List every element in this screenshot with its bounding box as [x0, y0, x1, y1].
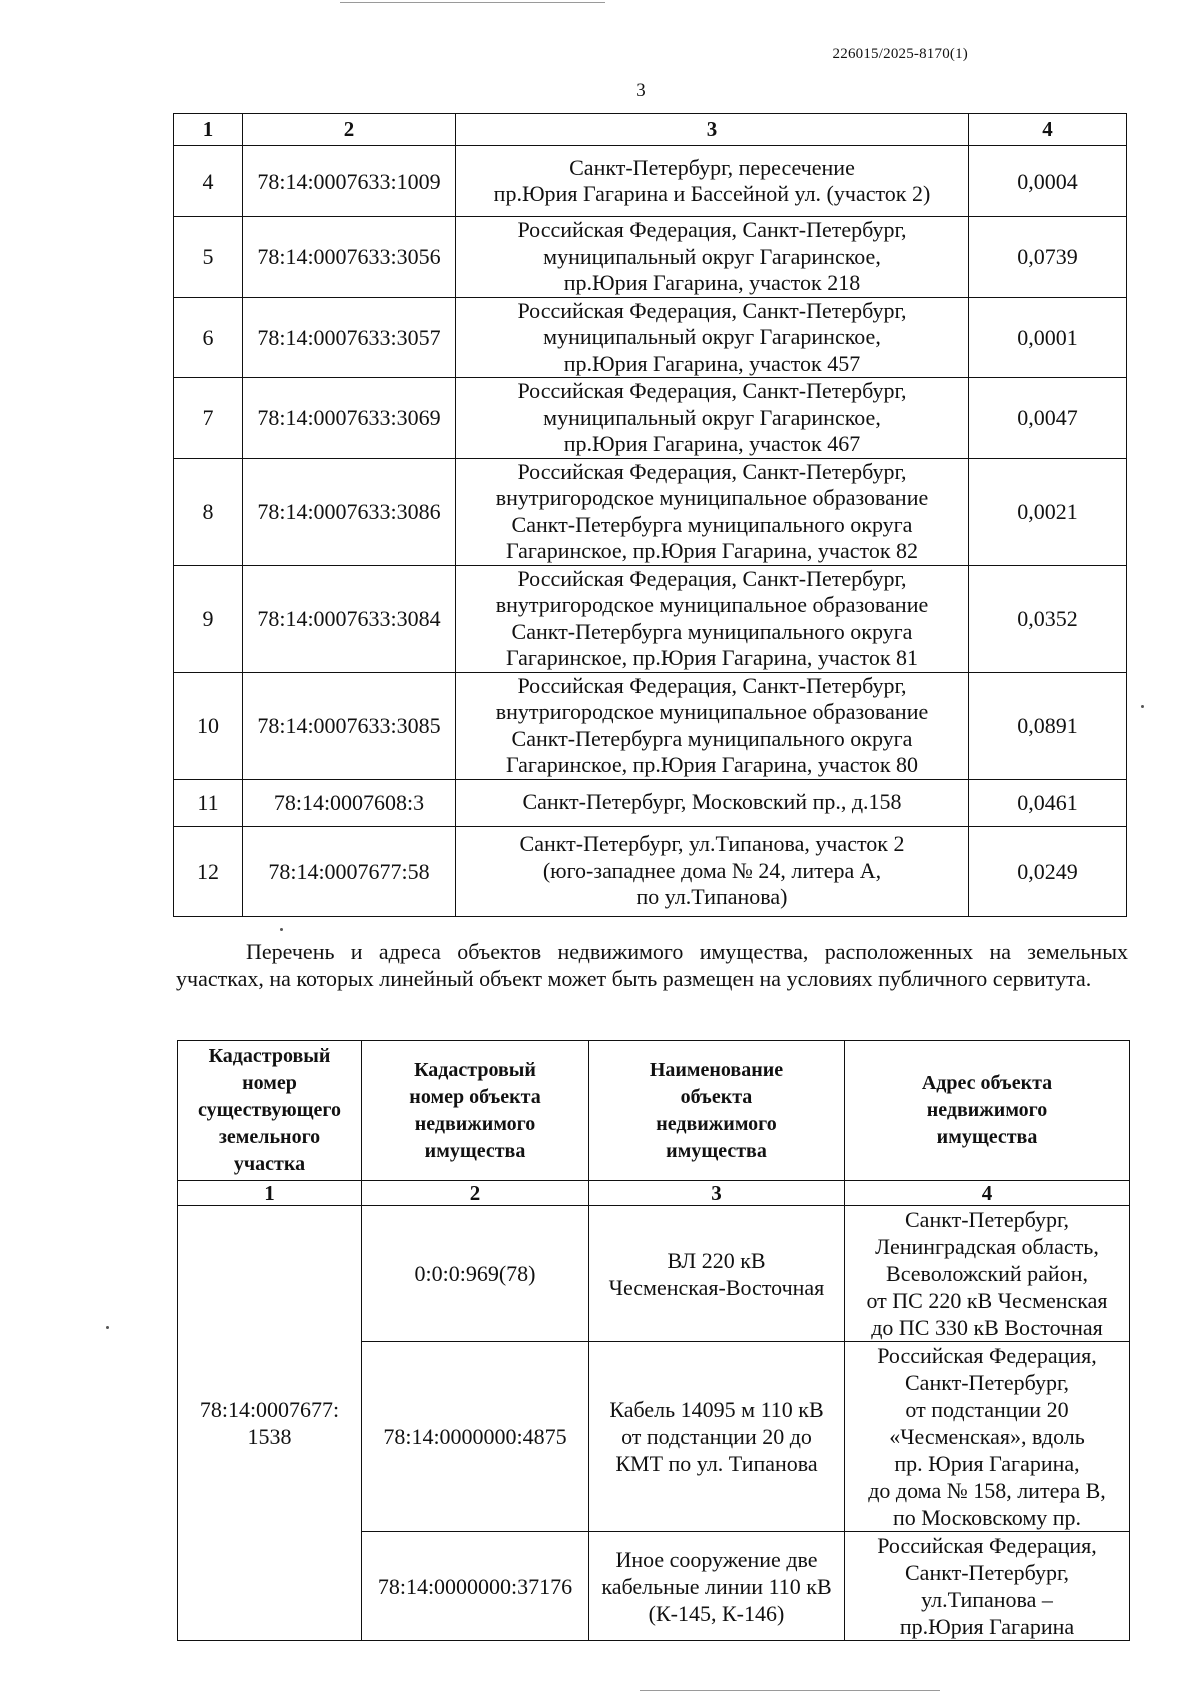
document-number: 226015/2025-8170(1)	[832, 46, 968, 62]
table-header-row	[174, 114, 1127, 146]
header-cell: Наименование объекта недвижимого имущества	[589, 1041, 845, 1181]
address-cell: Российская Федерация, Санкт-Петербург, внутригородское муниципальное образование Санкт-Петербурга муниципального округа Гагаринское, пр.Юрия Гагарина, участок 80	[456, 672, 969, 779]
row-number: 11	[174, 779, 243, 826]
area-value: 0,0739	[969, 217, 1127, 298]
row-number: 12	[174, 826, 243, 916]
cadastral-number: 78:14:0007633:3085	[243, 672, 456, 779]
address-cell: Санкт-Петербург, Московский пр., д.158	[456, 779, 969, 826]
area-value: 0,0461	[969, 779, 1127, 826]
area-value: 0,0352	[969, 565, 1127, 672]
address-cell: Санкт-Петербург, ул.Типанова, участок 2 (юго-западнее дома № 24, литера А, по ул.Типанова)	[456, 826, 969, 916]
land-plots-table	[173, 113, 1127, 917]
cadastral-number: 78:14:0007633:3086	[243, 458, 456, 565]
object-address: Российская Федерация, Санкт-Петербург, ул.Типанова – пр.Юрия Гагарина	[845, 1532, 1130, 1641]
header-cell: Адрес объекта недвижимого имущества	[845, 1041, 1130, 1181]
cadastral-number: 78:14:0007633:1009	[243, 146, 456, 217]
address-cell: Российская Федерация, Санкт-Петербург, муниципальный округ Гагаринское, пр.Юрия Гагарина, участок 457	[456, 297, 969, 378]
column-number-row	[178, 1181, 1130, 1206]
header-cell: 4	[969, 114, 1127, 146]
address-cell: Санкт-Петербург, пересечение пр.Юрия Гагарина и Бассейной ул. (участок 2)	[456, 146, 969, 217]
row-number: 7	[174, 378, 243, 459]
scan-speck	[1141, 705, 1144, 708]
row-number: 5	[174, 217, 243, 298]
table-row	[174, 458, 1127, 565]
cadastral-number: 78:14:0007633:3057	[243, 297, 456, 378]
cadastral-number: 78:14:0007633:3084	[243, 565, 456, 672]
object-name: ВЛ 220 кВ Чесменская-Восточная	[589, 1206, 845, 1342]
cadastral-number: 78:14:0000000:37176	[362, 1532, 589, 1641]
table-row	[174, 826, 1127, 916]
address-cell: Российская Федерация, Санкт-Петербург, внутригородское муниципальное образование Санкт-Петербурга муниципального округа Гагаринское, пр.Юрия Гагарина, участок 81	[456, 565, 969, 672]
table-row	[174, 146, 1127, 217]
paragraph: Перечень и адреса объектов недвижимого имущества, расположенных на земельных участках, на которых линейный объект может быть размещен на условиях публичного сервитута.	[176, 939, 1128, 991]
object-address: Российская Федерация, Санкт-Петербург, от подстанции 20 «Чесменская», вдоль пр. Юрия Гагарина, до дома № 158, литера В, по Московскому пр.	[845, 1342, 1130, 1532]
column-number: 4	[845, 1181, 1130, 1206]
area-value: 0,0249	[969, 826, 1127, 916]
area-value: 0,0004	[969, 146, 1127, 217]
address-cell: Российская Федерация, Санкт-Петербург, внутригородское муниципальное образование Санкт-Петербурга муниципального округа Гагаринское, пр.Юрия Гагарина, участок 82	[456, 458, 969, 565]
area-value: 0,0001	[969, 297, 1127, 378]
address-cell: Российская Федерация, Санкт-Петербург, муниципальный округ Гагаринское, пр.Юрия Гагарина, участок 218	[456, 217, 969, 298]
header-cell: 2	[243, 114, 456, 146]
area-value: 0,0891	[969, 672, 1127, 779]
cadastral-number: 78:14:0007633:3056	[243, 217, 456, 298]
table-row	[178, 1206, 1130, 1342]
table-row	[174, 565, 1127, 672]
object-name: Кабель 14095 м 110 кВ от подстанции 20 до КМТ по ул. Типанова	[589, 1342, 845, 1532]
table-row	[174, 779, 1127, 826]
area-value: 0,0047	[969, 378, 1127, 459]
cadastral-number: 78:14:0007608:3	[243, 779, 456, 826]
cadastral-number: 0:0:0:969(78)	[362, 1206, 589, 1342]
scan-line-top	[340, 2, 605, 3]
column-number: 1	[178, 1181, 362, 1206]
cadastral-number: 78:14:0007677:58	[243, 826, 456, 916]
page-number: 3	[636, 80, 646, 101]
scan-speck	[280, 928, 283, 931]
table-row	[174, 297, 1127, 378]
scan-line-bottom	[640, 1690, 940, 1691]
table-row	[174, 217, 1127, 298]
table-row	[174, 378, 1127, 459]
scan-speck	[106, 1326, 109, 1329]
address-cell: Российская Федерация, Санкт-Петербург, муниципальный округ Гагаринское, пр.Юрия Гагарина, участок 467	[456, 378, 969, 459]
row-number: 10	[174, 672, 243, 779]
area-value: 0,0021	[969, 458, 1127, 565]
row-number: 4	[174, 146, 243, 217]
header-cell: Кадастровый номер существующего земельного участка	[178, 1041, 362, 1181]
column-number: 3	[589, 1181, 845, 1206]
row-number: 9	[174, 565, 243, 672]
header-cell: 1	[174, 114, 243, 146]
object-name: Иное сооружение две кабельные линии 110 кВ (К-145, К-146)	[589, 1532, 845, 1641]
header-cell: Кадастровый номер объекта недвижимого имущества	[362, 1041, 589, 1181]
real-estate-table	[177, 1040, 1130, 1641]
row-number: 6	[174, 297, 243, 378]
table-row	[174, 672, 1127, 779]
row-number: 8	[174, 458, 243, 565]
parcel-cadastral-number: 78:14:0007677: 1538	[178, 1206, 362, 1641]
cadastral-number: 78:14:0000000:4875	[362, 1342, 589, 1532]
table-header-row	[178, 1041, 1130, 1181]
column-number: 2	[362, 1181, 589, 1206]
cadastral-number: 78:14:0007633:3069	[243, 378, 456, 459]
header-cell: 3	[456, 114, 969, 146]
object-address: Санкт-Петербург, Ленинградская область, Всеволожский район, от ПС 220 кВ Чесменская до ПС 330 кВ Восточная	[845, 1206, 1130, 1342]
